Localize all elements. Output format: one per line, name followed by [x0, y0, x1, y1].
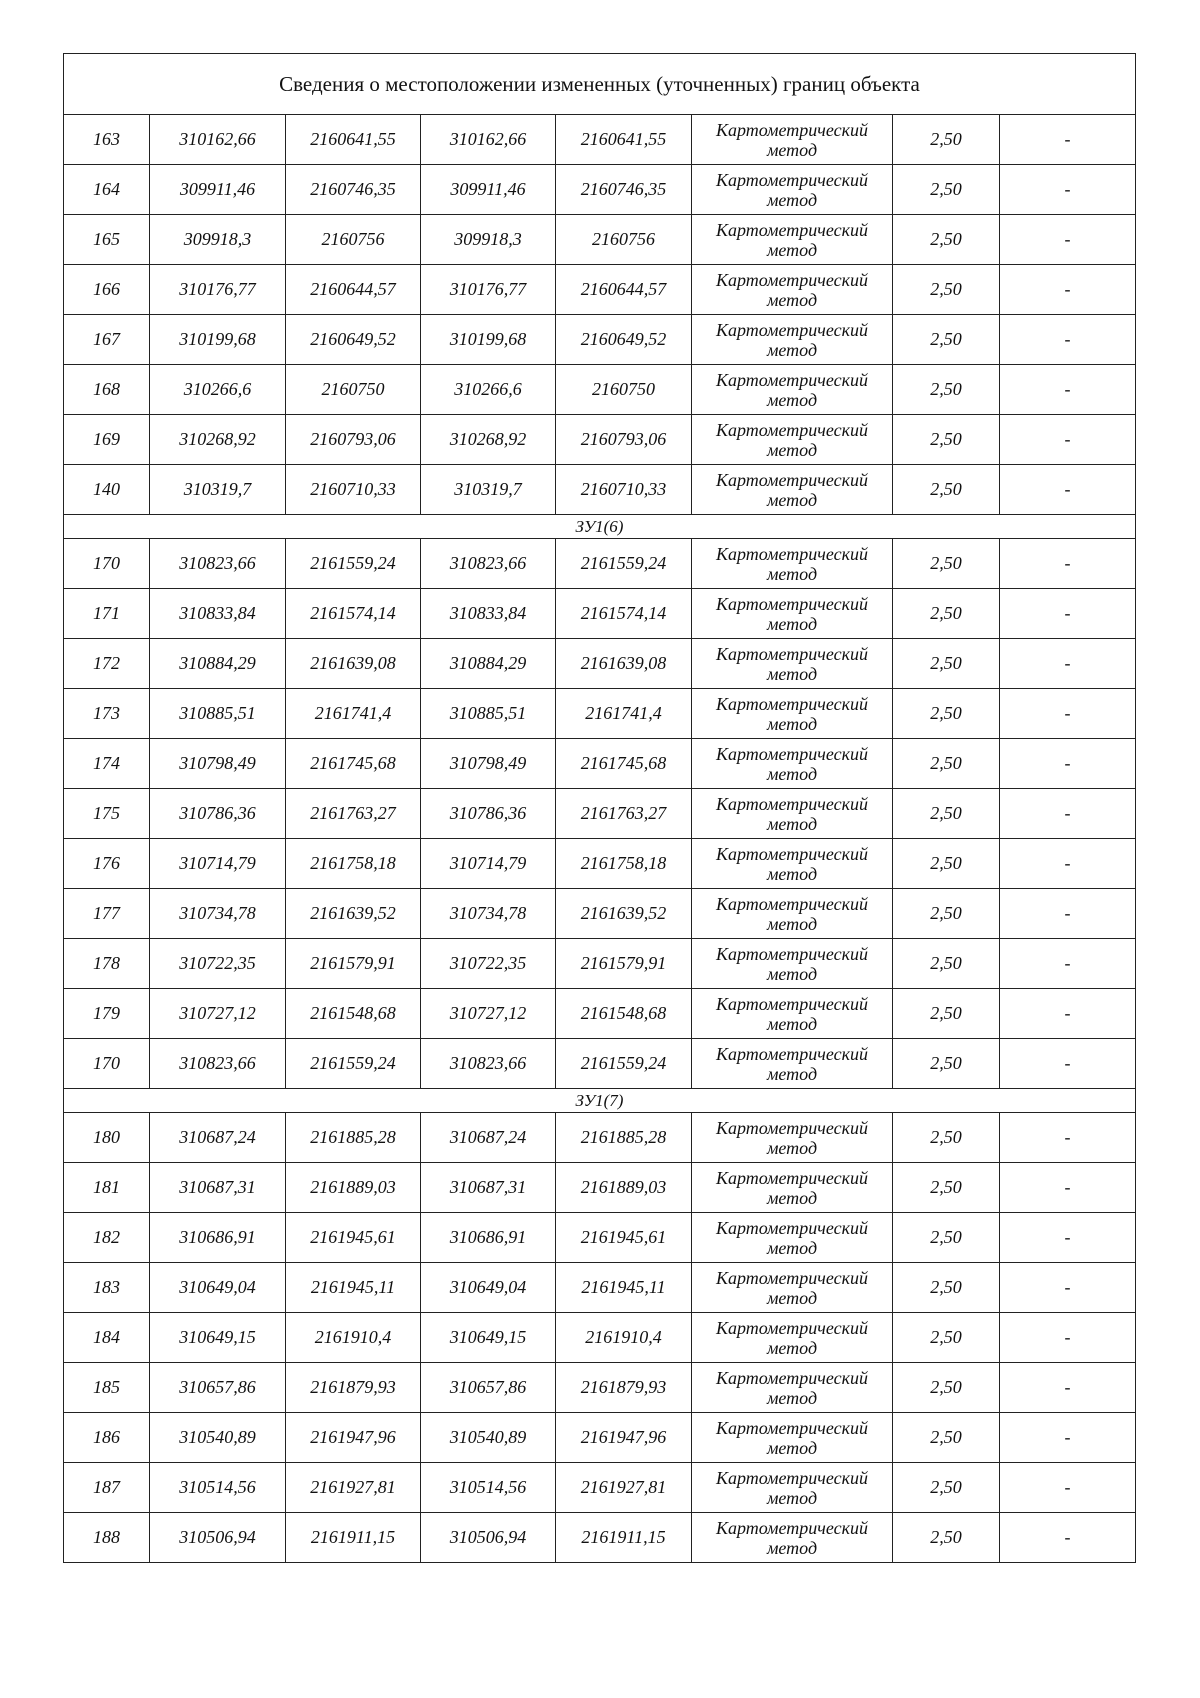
y-refined-cell: 2161879,93 — [556, 1363, 692, 1413]
accuracy-cell: 2,50 — [893, 1413, 1000, 1463]
method-cell: Картометрический метод — [692, 415, 893, 465]
description-cell: - — [1000, 689, 1136, 739]
description-cell: - — [1000, 165, 1136, 215]
point-number-cell: 175 — [64, 789, 150, 839]
description-cell: - — [1000, 739, 1136, 789]
y-existing-cell: 2161945,11 — [286, 1263, 421, 1313]
table-row — [64, 1163, 1136, 1213]
x-refined-cell: 310506,94 — [421, 1513, 556, 1563]
y-refined-cell: 2160756 — [556, 215, 692, 265]
table-row — [64, 1463, 1136, 1513]
y-refined-cell: 2161574,14 — [556, 589, 692, 639]
description-cell: - — [1000, 415, 1136, 465]
x-refined-cell: 310687,31 — [421, 1163, 556, 1213]
x-refined-cell: 310884,29 — [421, 639, 556, 689]
x-existing-cell: 310727,12 — [150, 989, 286, 1039]
description-cell: - — [1000, 789, 1136, 839]
x-refined-cell: 310649,15 — [421, 1313, 556, 1363]
description-cell: - — [1000, 889, 1136, 939]
method-cell: Картометрический метод — [692, 689, 893, 739]
y-refined-cell: 2161639,08 — [556, 639, 692, 689]
point-number-cell: 182 — [64, 1213, 150, 1263]
point-number-cell: 180 — [64, 1113, 150, 1163]
accuracy-cell: 2,50 — [893, 1213, 1000, 1263]
description-cell: - — [1000, 115, 1136, 165]
point-number-cell: 174 — [64, 739, 150, 789]
method-cell: Картометрический метод — [692, 889, 893, 939]
y-existing-cell: 2160746,35 — [286, 165, 421, 215]
method-cell: Картометрический метод — [692, 789, 893, 839]
description-cell: - — [1000, 1463, 1136, 1513]
accuracy-cell: 2,50 — [893, 165, 1000, 215]
method-cell: Картометрический метод — [692, 1413, 893, 1463]
accuracy-cell: 2,50 — [893, 639, 1000, 689]
table-row — [64, 889, 1136, 939]
x-existing-cell: 310786,36 — [150, 789, 286, 839]
y-existing-cell: 2161910,4 — [286, 1313, 421, 1363]
table-body — [64, 54, 1136, 1563]
point-number-cell: 186 — [64, 1413, 150, 1463]
y-existing-cell: 2161639,08 — [286, 639, 421, 689]
point-number-cell: 183 — [64, 1263, 150, 1313]
description-cell: - — [1000, 1363, 1136, 1413]
x-existing-cell: 310176,77 — [150, 265, 286, 315]
description-cell: - — [1000, 1513, 1136, 1563]
accuracy-cell: 2,50 — [893, 739, 1000, 789]
point-number-cell: 165 — [64, 215, 150, 265]
x-refined-cell: 310734,78 — [421, 889, 556, 939]
method-cell: Картометрический метод — [692, 939, 893, 989]
y-refined-cell: 2161945,11 — [556, 1263, 692, 1313]
x-existing-cell: 310266,6 — [150, 365, 286, 415]
y-existing-cell: 2161745,68 — [286, 739, 421, 789]
y-refined-cell: 2160746,35 — [556, 165, 692, 215]
table-row — [64, 589, 1136, 639]
y-existing-cell: 2160756 — [286, 215, 421, 265]
y-refined-cell: 2161741,4 — [556, 689, 692, 739]
point-number-cell: 170 — [64, 1039, 150, 1089]
table-row — [64, 1113, 1136, 1163]
accuracy-cell: 2,50 — [893, 215, 1000, 265]
y-existing-cell: 2160649,52 — [286, 315, 421, 365]
point-number-cell: 173 — [64, 689, 150, 739]
y-refined-cell: 2161758,18 — [556, 839, 692, 889]
accuracy-cell: 2,50 — [893, 465, 1000, 515]
x-refined-cell: 310176,77 — [421, 265, 556, 315]
coordinates-table — [63, 53, 1136, 1563]
table-row — [64, 539, 1136, 589]
table-row — [64, 789, 1136, 839]
x-existing-cell: 310268,92 — [150, 415, 286, 465]
table-row — [64, 415, 1136, 465]
x-refined-cell: 310823,66 — [421, 1039, 556, 1089]
table-row — [64, 265, 1136, 315]
x-refined-cell: 310714,79 — [421, 839, 556, 889]
x-existing-cell: 310687,31 — [150, 1163, 286, 1213]
y-existing-cell: 2160793,06 — [286, 415, 421, 465]
x-existing-cell: 310885,51 — [150, 689, 286, 739]
description-cell: - — [1000, 265, 1136, 315]
point-number-cell: 169 — [64, 415, 150, 465]
description-cell: - — [1000, 939, 1136, 989]
y-refined-cell: 2161947,96 — [556, 1413, 692, 1463]
method-cell: Картометрический метод — [692, 639, 893, 689]
description-cell: - — [1000, 639, 1136, 689]
x-refined-cell: 310657,86 — [421, 1363, 556, 1413]
accuracy-cell: 2,50 — [893, 365, 1000, 415]
y-refined-cell: 2161927,81 — [556, 1463, 692, 1513]
y-refined-cell: 2160793,06 — [556, 415, 692, 465]
x-existing-cell: 310687,24 — [150, 1113, 286, 1163]
point-number-cell: 167 — [64, 315, 150, 365]
accuracy-cell: 2,50 — [893, 1163, 1000, 1213]
x-refined-cell: 310649,04 — [421, 1263, 556, 1313]
y-existing-cell: 2161741,4 — [286, 689, 421, 739]
y-refined-cell: 2161579,91 — [556, 939, 692, 989]
y-existing-cell: 2161758,18 — [286, 839, 421, 889]
method-cell: Картометрический метод — [692, 1113, 893, 1163]
section-row — [64, 515, 1136, 539]
table-title-row — [64, 54, 1136, 115]
y-refined-cell: 2161559,24 — [556, 539, 692, 589]
x-existing-cell: 310714,79 — [150, 839, 286, 889]
table-row — [64, 689, 1136, 739]
point-number-cell: 178 — [64, 939, 150, 989]
y-existing-cell: 2161559,24 — [286, 539, 421, 589]
accuracy-cell: 2,50 — [893, 1513, 1000, 1563]
table-row — [64, 639, 1136, 689]
accuracy-cell: 2,50 — [893, 1313, 1000, 1363]
section-row — [64, 1089, 1136, 1113]
point-number-cell: 140 — [64, 465, 150, 515]
table-row — [64, 1313, 1136, 1363]
point-number-cell: 176 — [64, 839, 150, 889]
point-number-cell: 188 — [64, 1513, 150, 1563]
y-refined-cell: 2160710,33 — [556, 465, 692, 515]
point-number-cell: 177 — [64, 889, 150, 939]
x-existing-cell: 310798,49 — [150, 739, 286, 789]
table-row — [64, 465, 1136, 515]
x-existing-cell: 310734,78 — [150, 889, 286, 939]
method-cell: Картометрический метод — [692, 589, 893, 639]
y-refined-cell: 2161763,27 — [556, 789, 692, 839]
y-existing-cell: 2160710,33 — [286, 465, 421, 515]
method-cell: Картометрический метод — [692, 1039, 893, 1089]
method-cell: Картометрический метод — [692, 989, 893, 1039]
x-existing-cell: 310162,66 — [150, 115, 286, 165]
y-existing-cell: 2160750 — [286, 365, 421, 415]
accuracy-cell: 2,50 — [893, 415, 1000, 465]
description-cell: - — [1000, 589, 1136, 639]
accuracy-cell: 2,50 — [893, 789, 1000, 839]
point-number-cell: 163 — [64, 115, 150, 165]
accuracy-cell: 2,50 — [893, 989, 1000, 1039]
y-refined-cell: 2161548,68 — [556, 989, 692, 1039]
x-refined-cell: 310885,51 — [421, 689, 556, 739]
description-cell: - — [1000, 1213, 1136, 1263]
point-number-cell: 171 — [64, 589, 150, 639]
point-number-cell: 184 — [64, 1313, 150, 1363]
description-cell: - — [1000, 1413, 1136, 1463]
method-cell: Картометрический метод — [692, 165, 893, 215]
method-cell: Картометрический метод — [692, 1363, 893, 1413]
x-refined-cell: 310833,84 — [421, 589, 556, 639]
table-row — [64, 1039, 1136, 1089]
table-title: Сведения о местоположении измененных (уточненных) границ объекта — [64, 54, 1136, 115]
y-existing-cell: 2161945,61 — [286, 1213, 421, 1263]
point-number-cell: 170 — [64, 539, 150, 589]
x-existing-cell: 310833,84 — [150, 589, 286, 639]
y-existing-cell: 2161927,81 — [286, 1463, 421, 1513]
table-row — [64, 1263, 1136, 1313]
x-refined-cell: 310514,56 — [421, 1463, 556, 1513]
accuracy-cell: 2,50 — [893, 1263, 1000, 1313]
method-cell: Картометрический метод — [692, 1263, 893, 1313]
x-refined-cell: 310798,49 — [421, 739, 556, 789]
x-existing-cell: 310506,94 — [150, 1513, 286, 1563]
y-refined-cell: 2160641,55 — [556, 115, 692, 165]
accuracy-cell: 2,50 — [893, 1039, 1000, 1089]
point-number-cell: 187 — [64, 1463, 150, 1513]
description-cell: - — [1000, 1263, 1136, 1313]
accuracy-cell: 2,50 — [893, 689, 1000, 739]
x-refined-cell: 310823,66 — [421, 539, 556, 589]
point-number-cell: 181 — [64, 1163, 150, 1213]
y-refined-cell: 2161745,68 — [556, 739, 692, 789]
y-refined-cell: 2161559,24 — [556, 1039, 692, 1089]
table-row — [64, 215, 1136, 265]
y-existing-cell: 2161548,68 — [286, 989, 421, 1039]
section-label: ЗУ1(6) — [64, 515, 1136, 539]
description-cell: - — [1000, 989, 1136, 1039]
x-existing-cell: 310823,66 — [150, 1039, 286, 1089]
table-row — [64, 315, 1136, 365]
table-row — [64, 1413, 1136, 1463]
y-refined-cell: 2160644,57 — [556, 265, 692, 315]
x-refined-cell: 310786,36 — [421, 789, 556, 839]
table-row — [64, 739, 1136, 789]
point-number-cell: 179 — [64, 989, 150, 1039]
y-existing-cell: 2161559,24 — [286, 1039, 421, 1089]
y-existing-cell: 2161574,14 — [286, 589, 421, 639]
method-cell: Картометрический метод — [692, 1213, 893, 1263]
x-refined-cell: 309918,3 — [421, 215, 556, 265]
y-refined-cell: 2161889,03 — [556, 1163, 692, 1213]
y-refined-cell: 2160750 — [556, 365, 692, 415]
table-row — [64, 165, 1136, 215]
x-refined-cell: 310162,66 — [421, 115, 556, 165]
method-cell: Картометрический метод — [692, 1163, 893, 1213]
y-existing-cell: 2161763,27 — [286, 789, 421, 839]
method-cell: Картометрический метод — [692, 215, 893, 265]
y-refined-cell: 2161910,4 — [556, 1313, 692, 1363]
point-number-cell: 164 — [64, 165, 150, 215]
description-cell: - — [1000, 839, 1136, 889]
accuracy-cell: 2,50 — [893, 1463, 1000, 1513]
point-number-cell: 166 — [64, 265, 150, 315]
method-cell: Картометрический метод — [692, 839, 893, 889]
accuracy-cell: 2,50 — [893, 889, 1000, 939]
table-row — [64, 365, 1136, 415]
method-cell: Картометрический метод — [692, 265, 893, 315]
x-refined-cell: 310727,12 — [421, 989, 556, 1039]
accuracy-cell: 2,50 — [893, 1113, 1000, 1163]
table-row — [64, 1213, 1136, 1263]
table-row — [64, 1363, 1136, 1413]
point-number-cell: 168 — [64, 365, 150, 415]
description-cell: - — [1000, 215, 1136, 265]
x-refined-cell: 309911,46 — [421, 165, 556, 215]
accuracy-cell: 2,50 — [893, 265, 1000, 315]
table-row — [64, 939, 1136, 989]
x-refined-cell: 310722,35 — [421, 939, 556, 989]
description-cell: - — [1000, 365, 1136, 415]
accuracy-cell: 2,50 — [893, 115, 1000, 165]
x-existing-cell: 310540,89 — [150, 1413, 286, 1463]
y-refined-cell: 2161911,15 — [556, 1513, 692, 1563]
x-refined-cell: 310266,6 — [421, 365, 556, 415]
y-existing-cell: 2161885,28 — [286, 1113, 421, 1163]
method-cell: Картометрический метод — [692, 365, 893, 415]
method-cell: Картометрический метод — [692, 465, 893, 515]
accuracy-cell: 2,50 — [893, 1363, 1000, 1413]
x-refined-cell: 310686,91 — [421, 1213, 556, 1263]
description-cell: - — [1000, 1313, 1136, 1363]
method-cell: Картометрический метод — [692, 739, 893, 789]
x-existing-cell: 310686,91 — [150, 1213, 286, 1263]
x-refined-cell: 310687,24 — [421, 1113, 556, 1163]
accuracy-cell: 2,50 — [893, 539, 1000, 589]
y-existing-cell: 2161579,91 — [286, 939, 421, 989]
method-cell: Картометрический метод — [692, 115, 893, 165]
y-refined-cell: 2161885,28 — [556, 1113, 692, 1163]
x-refined-cell: 310540,89 — [421, 1413, 556, 1463]
accuracy-cell: 2,50 — [893, 939, 1000, 989]
table-row — [64, 989, 1136, 1039]
x-existing-cell: 309918,3 — [150, 215, 286, 265]
accuracy-cell: 2,50 — [893, 839, 1000, 889]
x-existing-cell: 310884,29 — [150, 639, 286, 689]
y-refined-cell: 2161945,61 — [556, 1213, 692, 1263]
x-existing-cell: 310649,04 — [150, 1263, 286, 1313]
description-cell: - — [1000, 539, 1136, 589]
y-existing-cell: 2161639,52 — [286, 889, 421, 939]
y-existing-cell: 2160644,57 — [286, 265, 421, 315]
table-row — [64, 115, 1136, 165]
y-existing-cell: 2160641,55 — [286, 115, 421, 165]
x-existing-cell: 310319,7 — [150, 465, 286, 515]
section-label: ЗУ1(7) — [64, 1089, 1136, 1113]
accuracy-cell: 2,50 — [893, 315, 1000, 365]
x-existing-cell: 310657,86 — [150, 1363, 286, 1413]
y-existing-cell: 2161947,96 — [286, 1413, 421, 1463]
x-existing-cell: 309911,46 — [150, 165, 286, 215]
x-existing-cell: 310514,56 — [150, 1463, 286, 1513]
method-cell: Картометрический метод — [692, 1313, 893, 1363]
y-existing-cell: 2161879,93 — [286, 1363, 421, 1413]
method-cell: Картометрический метод — [692, 1463, 893, 1513]
description-cell: - — [1000, 1113, 1136, 1163]
x-existing-cell: 310823,66 — [150, 539, 286, 589]
x-refined-cell: 310199,68 — [421, 315, 556, 365]
point-number-cell: 185 — [64, 1363, 150, 1413]
table-row — [64, 1513, 1136, 1563]
method-cell: Картометрический метод — [692, 1513, 893, 1563]
y-refined-cell: 2160649,52 — [556, 315, 692, 365]
description-cell: - — [1000, 1163, 1136, 1213]
method-cell: Картометрический метод — [692, 315, 893, 365]
accuracy-cell: 2,50 — [893, 589, 1000, 639]
x-refined-cell: 310319,7 — [421, 465, 556, 515]
point-number-cell: 172 — [64, 639, 150, 689]
x-existing-cell: 310199,68 — [150, 315, 286, 365]
y-refined-cell: 2161639,52 — [556, 889, 692, 939]
y-existing-cell: 2161911,15 — [286, 1513, 421, 1563]
method-cell: Картометрический метод — [692, 539, 893, 589]
table-row — [64, 839, 1136, 889]
y-existing-cell: 2161889,03 — [286, 1163, 421, 1213]
description-cell: - — [1000, 1039, 1136, 1089]
description-cell: - — [1000, 465, 1136, 515]
x-refined-cell: 310268,92 — [421, 415, 556, 465]
description-cell: - — [1000, 315, 1136, 365]
x-existing-cell: 310722,35 — [150, 939, 286, 989]
x-existing-cell: 310649,15 — [150, 1313, 286, 1363]
